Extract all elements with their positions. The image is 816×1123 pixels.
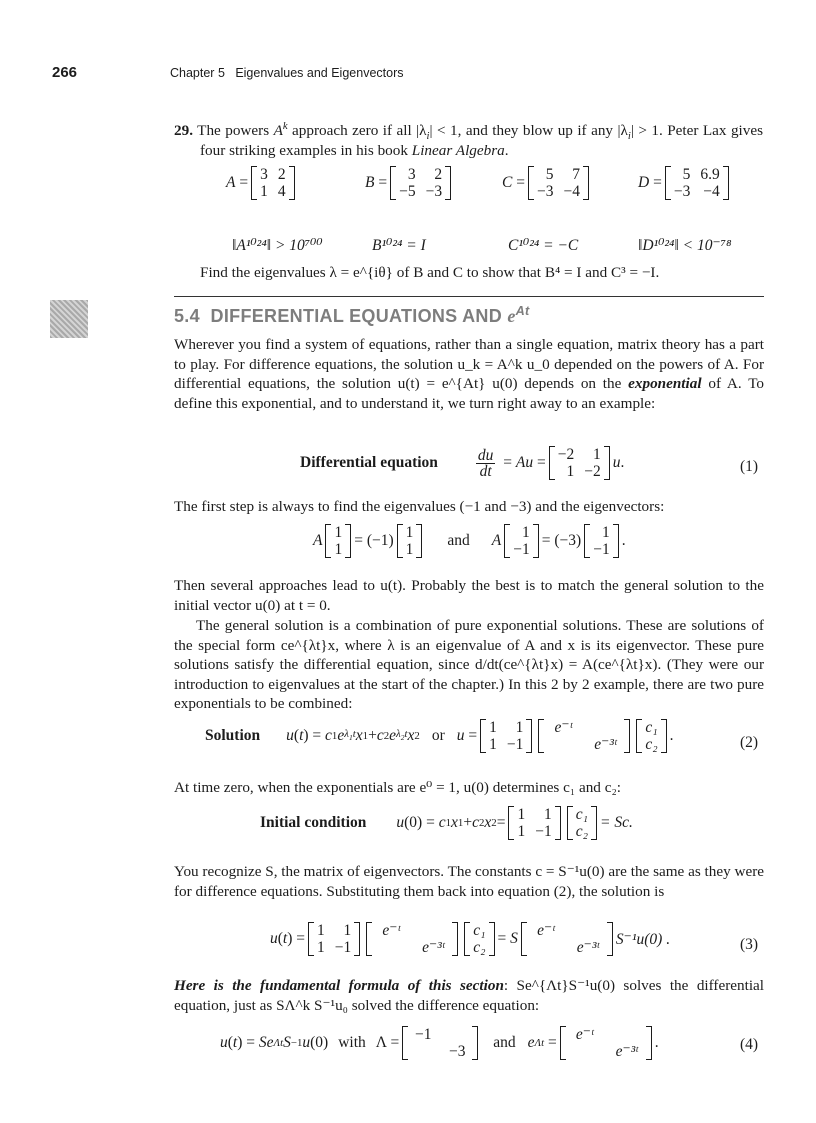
equation-4: u ( t ) = Se Λt S −1 u (0) with Λ = −1 −3 and e Λt = e⁻ᵗ e⁻³ᵗ .	[220, 1026, 659, 1060]
section-marker	[50, 300, 88, 338]
section-rule	[174, 296, 764, 297]
result-B: B¹⁰²⁴ = I	[372, 237, 426, 254]
equation-1: Differential equation $\frac{du}{dt}$ = Au = −2 1 1 −2 u .	[300, 446, 625, 480]
page-number: 266	[52, 64, 78, 81]
result-A: ‖A¹⁰²⁴‖ > 10⁷⁰⁰	[232, 237, 323, 254]
section-title: 5.4 DIFFERENTIAL EQUATIONS AND $e^{At}$	[174, 304, 530, 326]
result-C: C¹⁰²⁴ = −C	[508, 237, 579, 254]
matrix-D: D = 5 6.9 −3 −4	[638, 166, 732, 200]
equation-2-number: (2)	[740, 734, 759, 751]
equation-1-number: (1)	[740, 458, 759, 475]
initial-condition: Initial condition u (0) = c 1 x 1 + c 2 x 2 = 1 1 1 −1 c₁ c₂ = Sc.	[260, 806, 633, 840]
result-D: ‖D¹⁰²⁴‖ < 10⁻⁷⁸	[638, 237, 732, 254]
fundamental-paragraph: Here is the fundamental formula of this section: Se^{Λt}S⁻¹u(0) solves the differential equation, just as SΛ^k S⁻¹u₀ solved the difference equation:	[174, 977, 765, 1014]
matrix-C: C = 5 7 −3 −4	[502, 166, 592, 200]
eigen-text: The first step is always to find the eigenvalues (−1 and −3) and the eigenvectors:	[174, 498, 665, 515]
approach-paragraph-1: Then several approaches lead to u(t). Probably the best is to match the general solution to the initial vector u(0) at t = 0.	[174, 577, 764, 614]
equation-3: u ( t ) = 1 1 1 −1 e⁻ᵗ e⁻³ᵗ c₁ c₂ = S e⁻ᵗ e⁻³ᵗ S⁻¹u(0) .	[270, 922, 671, 956]
equation-2: Solution u ( t ) = c 1 e $\lambda_1t$ x 1 + c 2 e $\lambda_2t$ x 2 or u = 1 1 1 −1 e⁻ᵗ e⁻³ᵗ c₁ c₂ .	[205, 719, 674, 753]
intro-paragraph: Wherever you find a system of equations, rather than a single equation, matrix theory has a part to play. For difference equations, the solution u_k = A^k u_0 depended on the powers of A. For differential equations, the solution u(t) = e^{At} u(0) depends on the exponential of A. To define this exponential, and to understand it, we turn right away to an example:	[174, 336, 765, 412]
running-title: Chapter 5 Eigenvalues and Eigenvectors	[170, 66, 404, 80]
matrix-B: B = 3 2 −5 −3	[365, 166, 454, 200]
eigenvector-equations: A 1 1 = (−1) 1 1 and A 1 −1 = (−3) 1 −1 .	[313, 524, 626, 558]
initial-text: At time zero, when the exponentials are e⁰ = 1, u(0) determines c₁ and c₂:	[174, 779, 621, 796]
problem-29-text: 29. The powers $A^k$ approach zero if all $|\lambda_i| < 1$, and they blow up if any $|\lambda_i| > 1$. Peter Lax gives four striking examples in his book Linear Algebra.	[174, 120, 764, 159]
equation-4-number: (4)	[740, 1036, 759, 1053]
problem-29-find: Find the eigenvalues λ = e^{iθ} of B and C to show that B⁴ = I and C³ = −I.	[200, 264, 660, 281]
matrix-A: A = 3 2 1 4	[226, 166, 298, 200]
approach-paragraph-2: The general solution is a combination of pure exponential solutions. These are solutions of the special form ce^{λt}x, where λ is an eigenvalue of A and x is its eigenvector. These pure solutions satisfy the differential equation, since d/dt(ce^{λt}x) = A(ce^{λt}x). (They were our introduction to eigenvalues at the start of the chapter.) In this 2 by 2 example, there are two pure exponentials to be combined:	[174, 617, 764, 713]
recognize-paragraph: You recognize S, the matrix of eigenvectors. The constants c = S⁻¹u(0) are the same as they were for difference equations. Substituting them back into equation (2), the solution is	[174, 863, 764, 900]
equation-3-number: (3)	[740, 936, 759, 953]
